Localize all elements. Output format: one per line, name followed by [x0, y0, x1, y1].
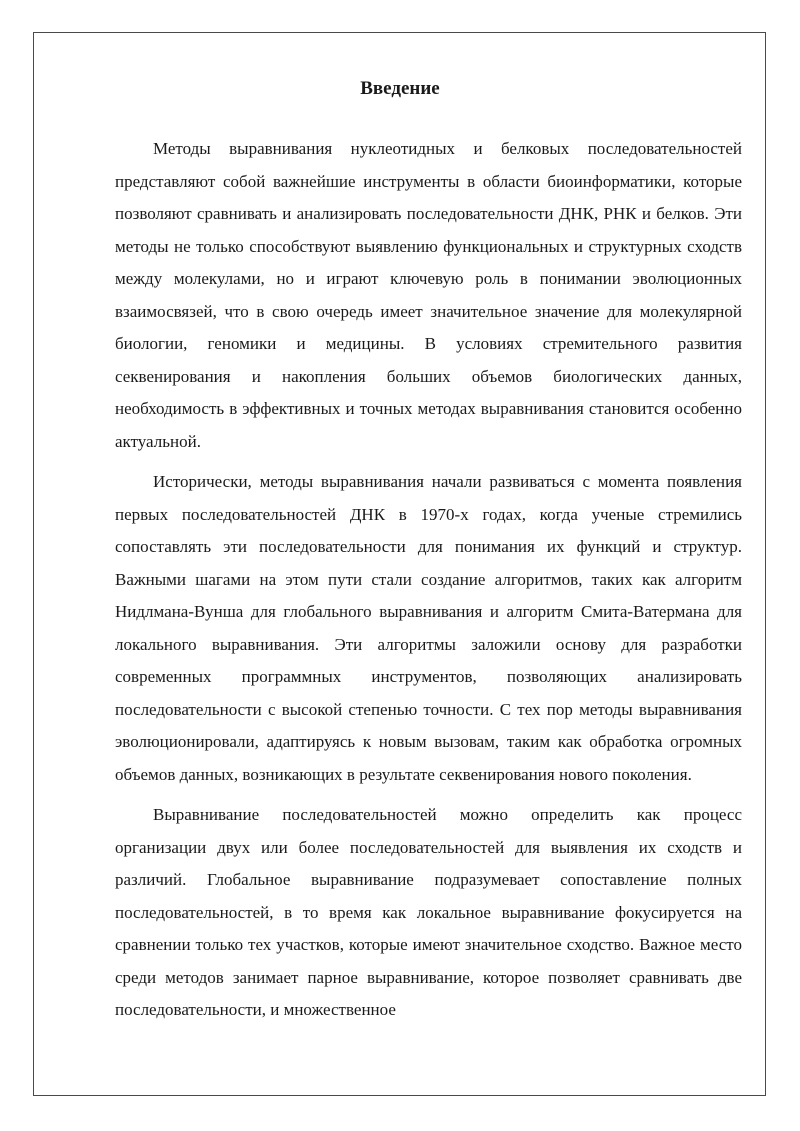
paragraph-1: Методы выравнивания нуклеотидных и белковых последовательностей представляют собой важнейшие инструменты в области биоинформатики, которые позволяют сравнивать и анализировать последовательности ДНК, РНК и белков. Эти методы не только способствуют выявлению функциональных и структурных сходств между молекулами, но и играют ключевую роль в понимании эволюционных взаимосвязей, что в свою очередь имеет значительное значение для молекулярной биологии, геномики и медицины. В условиях стремительного развития секвенирования и накопления больших объемов биологических данных, необходимость в эффективных и точных методах выравнивания становится особенно актуальной. — [115, 139, 742, 451]
document-body — [115, 133, 742, 1026]
paragraph-2: Исторически, методы выравнивания начали развиваться с момента появления первых последовательностей ДНК в 1970-х годах, когда ученые стремились сопоставлять эти последовательности для понимания их функций и структур. Важными шагами на этом пути стали создание алгоритмов, таких как алгоритм Нидлмана-Вунша для глобального выравнивания и алгоритм Смита-Ватермана для локального выравнивания. Эти алгоритмы заложили основу для разработки современных программных инструментов, позволяющих анализировать последовательности с высокой степенью точности. С тех пор методы выравнивания эволюционировали, адаптируясь к новым вызовам, таким как обработка огромных объемов данных, возникающих в результате секвенирования нового поколения. — [115, 472, 742, 784]
page-title: Введение — [360, 78, 440, 99]
paragraph-3: Выравнивание последовательностей можно определить как процесс организации двух или более последовательностей для выявления их сходств и различий. Глобальное выравнивание подразумевает сопоставление полных последовательностей, в то время как локальное выравнивание фокусируется на сравнении только тех участков, которые имеют значительное сходство. Важное место среди методов занимает парное выравнивание, которое позволяет сравнивать две последовательности, и множественное — [115, 805, 742, 1019]
